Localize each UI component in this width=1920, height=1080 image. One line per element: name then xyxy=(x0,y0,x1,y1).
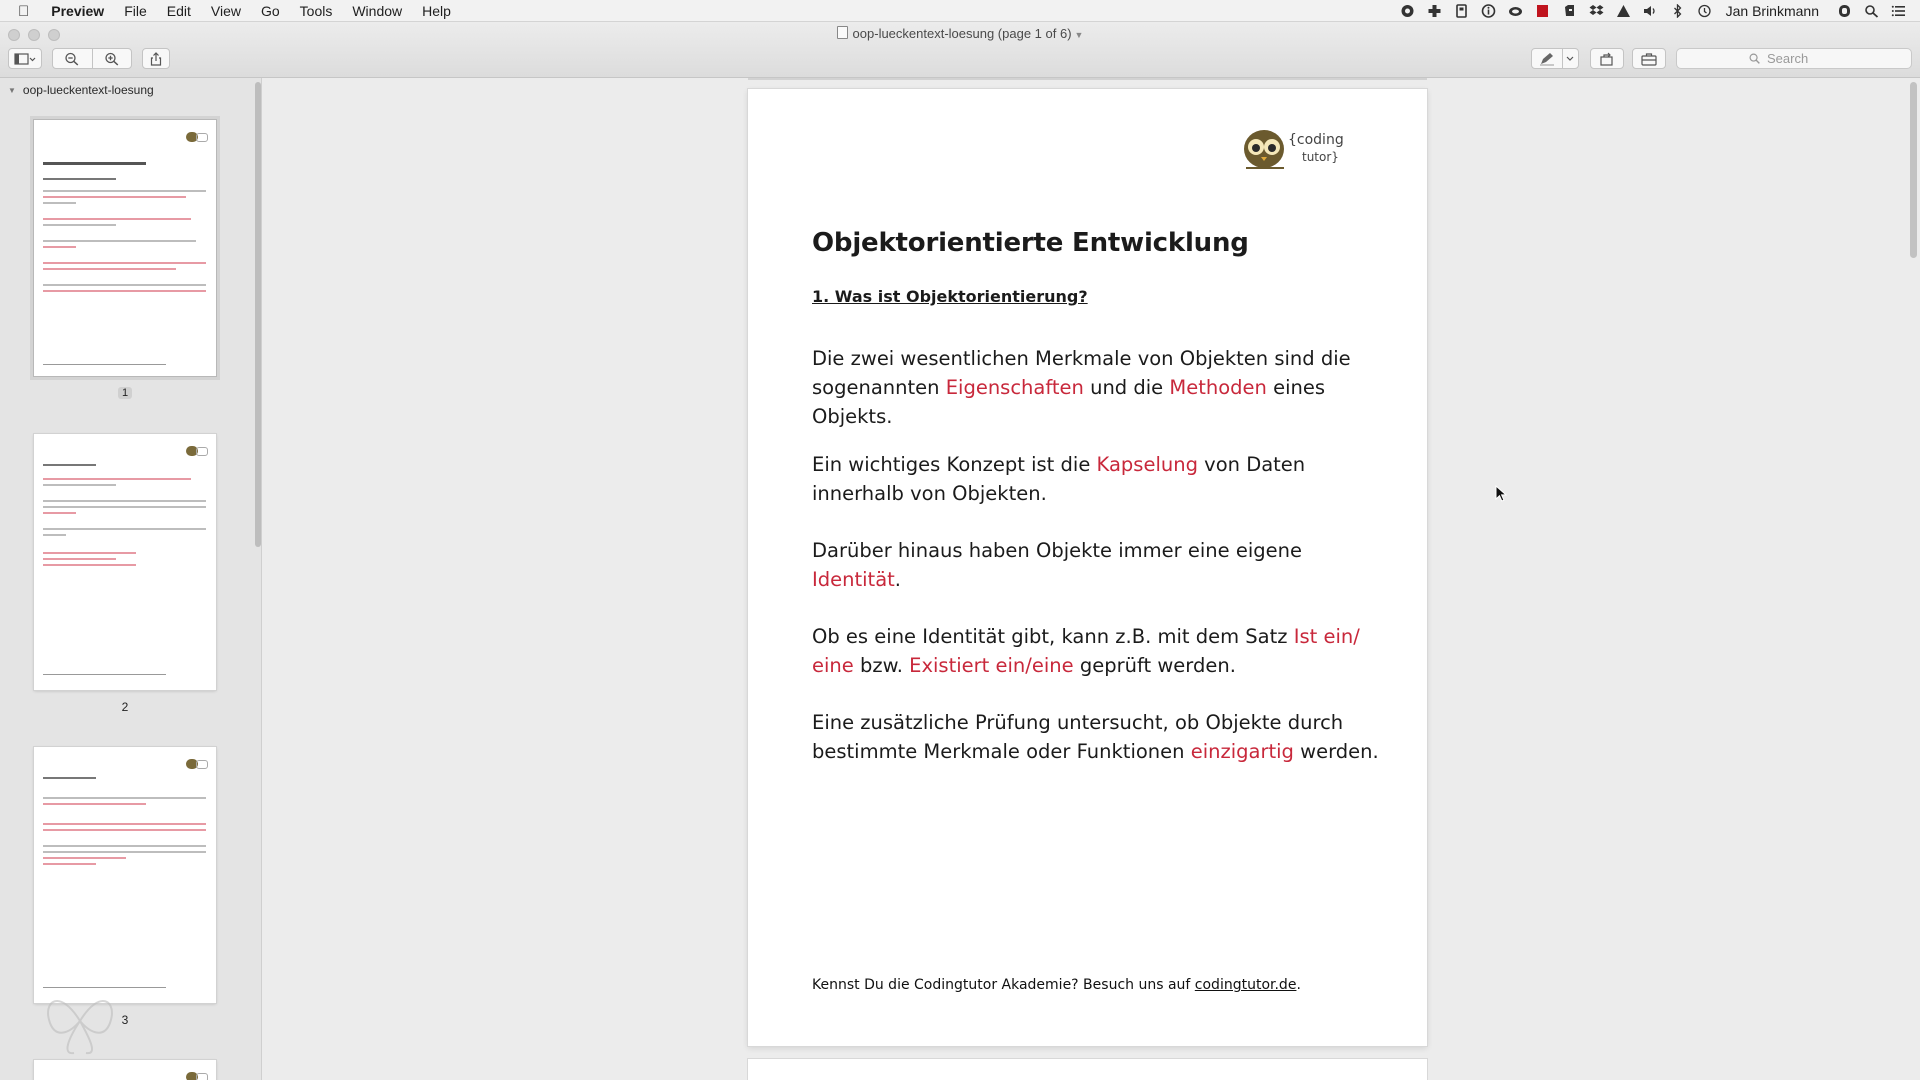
paragraph-text: Ein wichtiges Konzept ist die xyxy=(812,453,1097,476)
red-square-icon[interactable] xyxy=(1535,4,1550,18)
codingtutor-logo xyxy=(1242,125,1366,171)
answer-ist-ein: Ist ein/ eine xyxy=(812,625,1360,677)
volume-icon[interactable] xyxy=(1643,4,1658,18)
answer-existiert-ein: Existiert ein/eine xyxy=(909,654,1074,677)
search-input[interactable] xyxy=(1765,50,1839,67)
content-scrollbar[interactable] xyxy=(1910,82,1917,258)
menu-app-preview[interactable]: Preview xyxy=(40,3,93,19)
fuel-icon[interactable] xyxy=(1400,4,1415,18)
markup-options-button[interactable] xyxy=(1563,56,1578,62)
zoom-in-icon xyxy=(104,52,120,66)
notification-list-icon[interactable] xyxy=(1891,4,1906,18)
menu-window[interactable]: Window xyxy=(341,3,391,19)
share-button[interactable] xyxy=(142,48,170,69)
rotate-button[interactable] xyxy=(1590,48,1624,69)
sidebar-view-button[interactable] xyxy=(8,48,42,69)
toolbox-icon xyxy=(1641,52,1657,66)
window-title[interactable] xyxy=(0,26,1920,41)
answer-identitaet: Identität xyxy=(812,568,895,591)
cross-icon[interactable] xyxy=(1427,4,1442,18)
pdf-page-2[interactable] xyxy=(748,1059,1427,1080)
paragraph-identitaet xyxy=(812,536,1392,594)
zoom-button-group xyxy=(52,48,132,69)
book-icon[interactable] xyxy=(1454,4,1469,18)
bluetooth-icon[interactable] xyxy=(1670,4,1685,18)
menu-bar xyxy=(0,0,1920,22)
spotlight-icon[interactable] xyxy=(1864,4,1879,18)
page-number-3: 3 xyxy=(121,1013,129,1027)
paragraph-text: Die zwei wesentlichen Merkmale von Objekten sind die sogenannten xyxy=(812,347,1351,399)
page-thumbnail-3[interactable] xyxy=(34,747,216,1003)
answer-methoden: Methoden xyxy=(1169,376,1267,399)
previous-page-edge xyxy=(748,78,1427,80)
markup-pen-button[interactable] xyxy=(1532,52,1562,66)
page-number-2: 2 xyxy=(121,700,129,714)
paragraph-text: Ob es eine Identität gibt, kann z.B. mit dem Satz xyxy=(812,625,1294,648)
document-title: Objektorientierte Entwicklung xyxy=(812,228,1249,258)
paragraph-text: werden. xyxy=(1293,740,1379,763)
zoom-in-button[interactable] xyxy=(92,52,131,66)
menu-edit[interactable]: Edit xyxy=(155,3,180,19)
thumbnail-sidebar xyxy=(0,78,262,1080)
search-field[interactable] xyxy=(1676,48,1912,69)
page-thumbnail-1[interactable] xyxy=(34,120,216,376)
chevron-down-icon: ▼ xyxy=(1074,30,1084,40)
document-icon xyxy=(837,26,848,39)
menu-help[interactable]: Help xyxy=(410,3,440,19)
section-heading: 1. Was ist Objektorientierung? xyxy=(812,287,1088,306)
paragraph-text: von Daten innerhalb von Objekten. xyxy=(812,453,1306,505)
page-number-1: 1 xyxy=(118,387,132,399)
footer-text: . xyxy=(1296,977,1301,993)
pdf-page-1[interactable] xyxy=(748,89,1427,1046)
menu-tools[interactable]: Tools xyxy=(288,3,322,19)
sidebar-icon xyxy=(14,52,36,66)
footer-link[interactable]: codingtutor.de xyxy=(1194,977,1297,993)
sidebar-scrollbar[interactable] xyxy=(255,82,261,547)
paragraph-identitaetspruefung xyxy=(812,622,1392,680)
butterfly-watermark-icon xyxy=(40,983,120,1059)
markup-button-group xyxy=(1531,48,1579,69)
cloud-icon[interactable] xyxy=(1508,4,1523,18)
answer-kapselung: Kapselung xyxy=(1096,453,1198,476)
menu-file[interactable]: File xyxy=(112,3,136,19)
drive-icon[interactable] xyxy=(1616,4,1631,18)
paragraph-kapselung xyxy=(812,450,1392,508)
window-toolbar xyxy=(0,22,1920,78)
pen-icon xyxy=(1539,52,1555,66)
menu-go[interactable]: Go xyxy=(249,3,269,19)
siri-icon[interactable] xyxy=(1837,4,1852,18)
user-name[interactable]: Jan Brinkmann xyxy=(1725,3,1819,19)
logo-thumbnail xyxy=(196,760,208,769)
logo-text-top: {coding xyxy=(1288,132,1344,148)
evernote-icon[interactable] xyxy=(1562,4,1577,18)
time-machine-icon[interactable] xyxy=(1697,4,1712,18)
paragraph-text: bzw. xyxy=(853,654,910,677)
toolbox-button[interactable] xyxy=(1632,48,1666,69)
chevron-down-icon xyxy=(1566,56,1574,62)
paragraph-merkmale xyxy=(812,344,1392,431)
share-icon xyxy=(148,52,164,66)
paragraph-text: geprüft werden. xyxy=(1073,654,1236,677)
disclosure-triangle-icon[interactable]: ▼ xyxy=(8,85,16,95)
paragraph-text: Darüber hinaus haben Objekte immer eine eigene xyxy=(812,539,1302,562)
sidebar-document-header[interactable] xyxy=(8,83,154,97)
zoom-out-icon xyxy=(64,52,80,66)
mouse-pointer-icon xyxy=(1495,485,1507,503)
zoom-out-button[interactable] xyxy=(53,52,92,66)
answer-eigenschaften: Eigenschaften xyxy=(945,376,1084,399)
dropbox-icon[interactable] xyxy=(1589,4,1604,18)
page-thumbnail-4[interactable] xyxy=(34,1060,216,1080)
menu-view[interactable]: View xyxy=(199,3,230,19)
paragraph-einzigartig xyxy=(812,708,1392,766)
footer-text: Kennst Du die Codingtutor Akademie? Besuch uns auf xyxy=(812,977,1195,993)
paragraph-text: . xyxy=(894,568,901,591)
page-footer xyxy=(812,977,1301,993)
page-thumbnail-2[interactable] xyxy=(34,434,216,690)
paragraph-text: eines Objekts. xyxy=(812,376,1326,428)
info-icon[interactable] xyxy=(1481,4,1496,18)
logo-thumbnail xyxy=(196,447,208,456)
logo-text-bottom: tutor} xyxy=(1302,150,1339,164)
logo-thumbnail xyxy=(196,1073,208,1080)
paragraph-text: und die xyxy=(1083,376,1170,399)
search-icon xyxy=(1749,53,1760,64)
window-title-text: oop-lueckentext-loesung (page 1 of 6) xyxy=(852,26,1072,41)
rotate-icon xyxy=(1599,52,1615,66)
answer-einzigartig: einzigartig xyxy=(1190,740,1294,763)
apple-menu-icon[interactable] xyxy=(18,3,29,20)
document-viewer[interactable] xyxy=(262,78,1920,1080)
sidebar-document-name: oop-lueckentext-loesung xyxy=(22,83,154,97)
logo-thumbnail xyxy=(196,133,208,142)
paragraph-text: Eine zusätzliche Prüfung untersucht, ob Objekte durch bestimmte Merkmale oder Funktionen xyxy=(812,711,1344,763)
